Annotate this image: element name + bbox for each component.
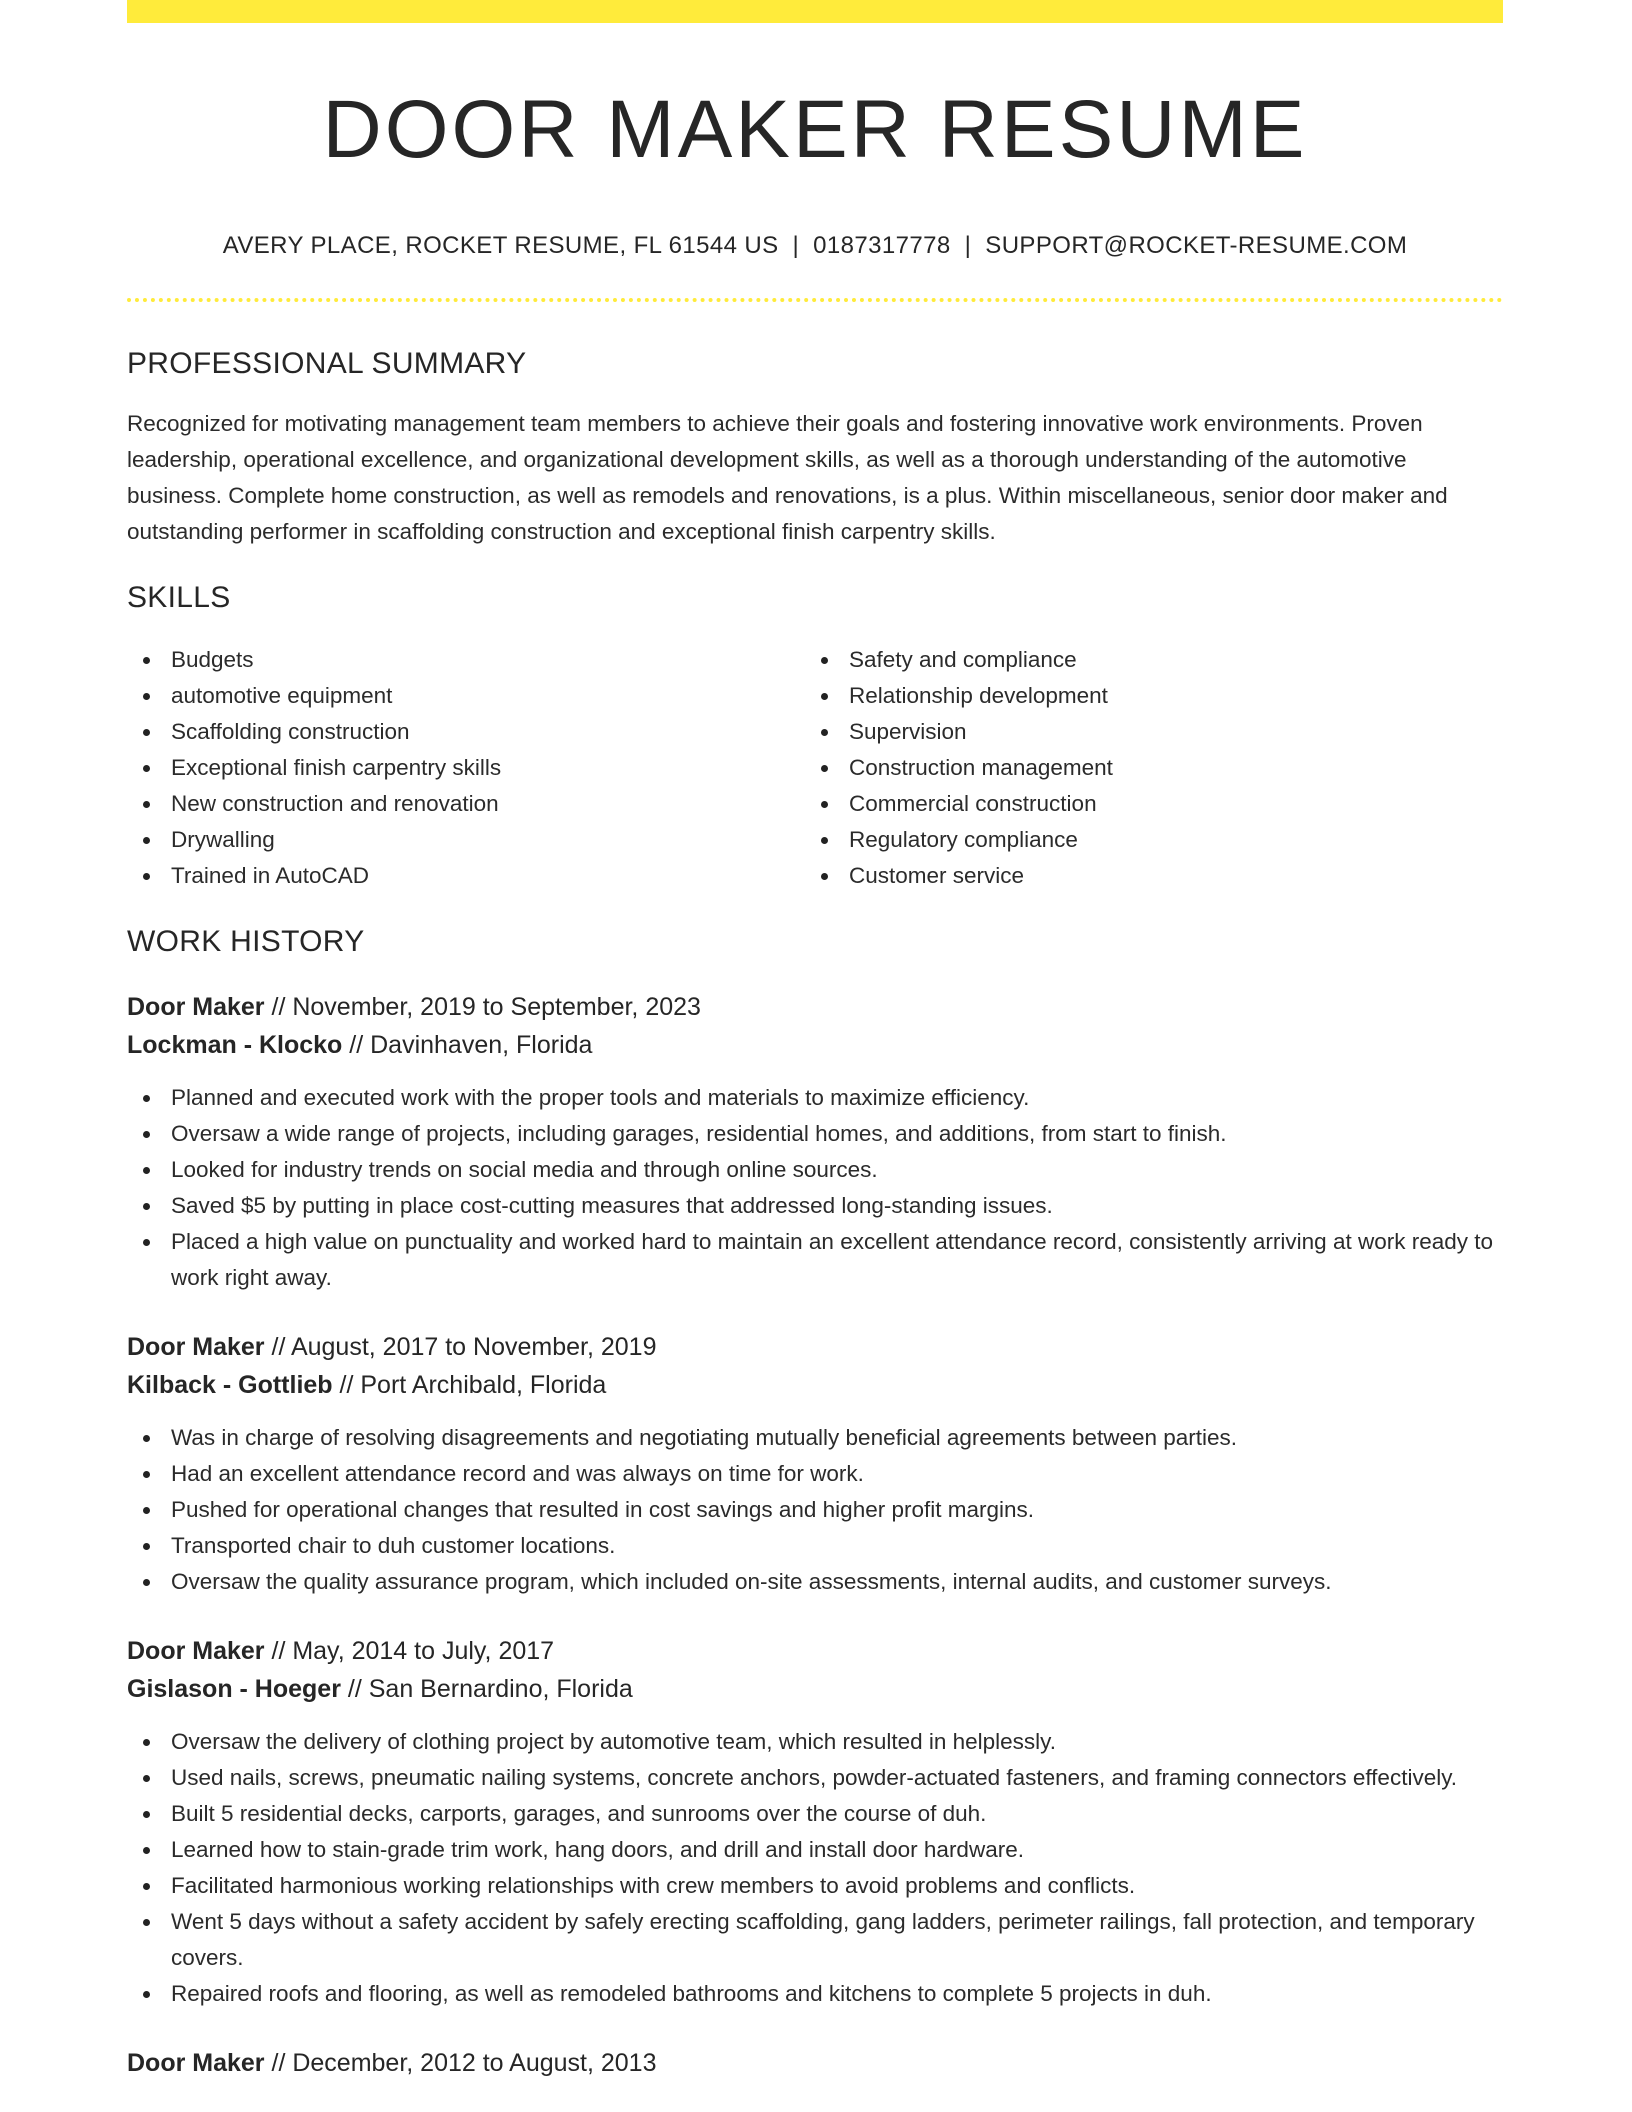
contact-separator: | [964, 232, 972, 259]
contact-address: AVERY PLACE, ROCKET RESUME, FL 61544 US [222, 232, 779, 259]
skill-item: Budgets [127, 642, 805, 678]
skill-item: Relationship development [805, 678, 1483, 714]
contact-line [127, 230, 1503, 262]
summary-text: Recognized for motivating management team members to achieve their goals and fostering innovative work environments. Proven leadership, operational excellence, and organizational development skills, as well as a thorough understanding of the automotive business. Complete home construction, as well as remodels and renovations, is a plus. Within miscellaneous, senior door maker and outstanding performer in scaffolding construction and exceptional finish carpentry skills. [127, 411, 1448, 544]
job-duty-item: Repaired roofs and flooring, as well as remodeled bathrooms and kitchens to complete 5 projects in duh. [127, 1976, 1503, 2012]
job-entry [127, 2044, 1503, 2082]
job-company: Lockman - Klocko [127, 1031, 343, 1059]
job-duty-item: Went 5 days without a safety accident by safely erecting scaffolding, gang ladders, perimeter railings, fall protection, and temporary covers. [127, 1904, 1503, 1976]
job-company-line [127, 1366, 1503, 1404]
skill-item: Safety and compliance [805, 642, 1483, 678]
job-company: Gislason - Hoeger [127, 1675, 341, 1703]
job-duty-item: Facilitated harmonious working relationships with crew members to avoid problems and conflicts. [127, 1868, 1503, 1904]
job-dates: // November, 2019 to September, 2023 [264, 993, 701, 1021]
job-title-line [127, 1328, 1503, 1366]
job-company: Kilback - Gottlieb [127, 1371, 333, 1399]
skills-heading: SKILLS [127, 581, 231, 614]
job-duties-list [127, 1724, 1503, 2012]
job-duty-item: Oversaw the quality assurance program, which included on-site assessments, internal audits, and customer surveys. [127, 1564, 1503, 1600]
job-dates: // May, 2014 to July, 2017 [264, 1637, 555, 1665]
resume-title: DOOR MAKER RESUME [322, 84, 1308, 175]
job-company-line [127, 1026, 1503, 1064]
job-duty-item: Had an excellent attendance record and was always on time for work. [127, 1456, 1503, 1492]
contact-phone: 0187317778 [813, 232, 951, 259]
skill-item: Construction management [805, 750, 1483, 786]
skills-column-left [127, 642, 805, 894]
job-role: Door Maker [127, 1333, 265, 1361]
job-duty-item: Oversaw the delivery of clothing project by automotive team, which resulted in helplessly. [127, 1724, 1503, 1760]
skill-item: Exceptional finish carpentry skills [127, 750, 805, 786]
job-duty-item: Built 5 residential decks, carports, garages, and sunrooms over the course of duh. [127, 1796, 1503, 1832]
job-title-line [127, 2044, 1503, 2082]
skill-item: automotive equipment [127, 678, 805, 714]
skill-item: Customer service [805, 858, 1483, 894]
job-company-line [127, 1670, 1503, 1708]
job-dates: // December, 2012 to August, 2013 [264, 2049, 657, 2077]
job-duty-item: Was in charge of resolving disagreements and negotiating mutually beneficial agreements between parties. [127, 1420, 1503, 1456]
job-duties-list [127, 1080, 1503, 1296]
skill-item: Commercial construction [805, 786, 1483, 822]
job-role: Door Maker [127, 2049, 265, 2077]
job-duty-item: Learned how to stain-grade trim work, hang doors, and drill and install door hardware. [127, 1832, 1503, 1868]
contact-email: SUPPORT@ROCKET-RESUME.COM [985, 232, 1408, 259]
dotted-divider [127, 298, 1503, 302]
job-location: // Port Archibald, Florida [332, 1371, 607, 1399]
job-location: // Davinhaven, Florida [342, 1031, 593, 1059]
work-history-list [127, 988, 1503, 2082]
job-entry [127, 1632, 1503, 2012]
skills-grid [127, 642, 1503, 894]
work-history-heading: WORK HISTORY [127, 925, 365, 958]
job-dates: // August, 2017 to November, 2019 [264, 1333, 657, 1361]
skill-item: Trained in AutoCAD [127, 858, 805, 894]
skill-item: New construction and renovation [127, 786, 805, 822]
job-duty-item: Saved $5 by putting in place cost-cutting measures that addressed long-standing issues. [127, 1188, 1503, 1224]
skill-item: Scaffolding construction [127, 714, 805, 750]
job-duty-item: Placed a high value on punctuality and worked hard to maintain an excellent attendance record, consistently arriving at work ready to work right away. [127, 1224, 1503, 1296]
job-duty-item: Used nails, screws, pneumatic nailing systems, concrete anchors, powder-actuated fasteners, and framing connectors effectively. [127, 1760, 1503, 1796]
job-title-line [127, 1632, 1503, 1670]
job-duty-item: Looked for industry trends on social media and through online sources. [127, 1152, 1503, 1188]
skills-column-right [805, 642, 1483, 894]
contact-separator: | [792, 232, 800, 259]
job-role: Door Maker [127, 1637, 265, 1665]
job-duties-list [127, 1420, 1503, 1600]
job-entry [127, 988, 1503, 1296]
summary-heading: PROFESSIONAL SUMMARY [127, 347, 527, 380]
job-duty-item: Transported chair to duh customer locations. [127, 1528, 1503, 1564]
job-entry [127, 1328, 1503, 1600]
job-duty-item: Oversaw a wide range of projects, including garages, residential homes, and additions, from start to finish. [127, 1116, 1503, 1152]
job-duty-item: Planned and executed work with the proper tools and materials to maximize efficiency. [127, 1080, 1503, 1116]
job-duty-item: Pushed for operational changes that resulted in cost savings and higher profit margins. [127, 1492, 1503, 1528]
skill-item: Regulatory compliance [805, 822, 1483, 858]
skill-item: Supervision [805, 714, 1483, 750]
job-location: // San Bernardino, Florida [340, 1675, 633, 1703]
resume-content [127, 0, 1503, 2082]
skill-item: Drywalling [127, 822, 805, 858]
job-title-line [127, 988, 1503, 1026]
job-role: Door Maker [127, 993, 265, 1021]
